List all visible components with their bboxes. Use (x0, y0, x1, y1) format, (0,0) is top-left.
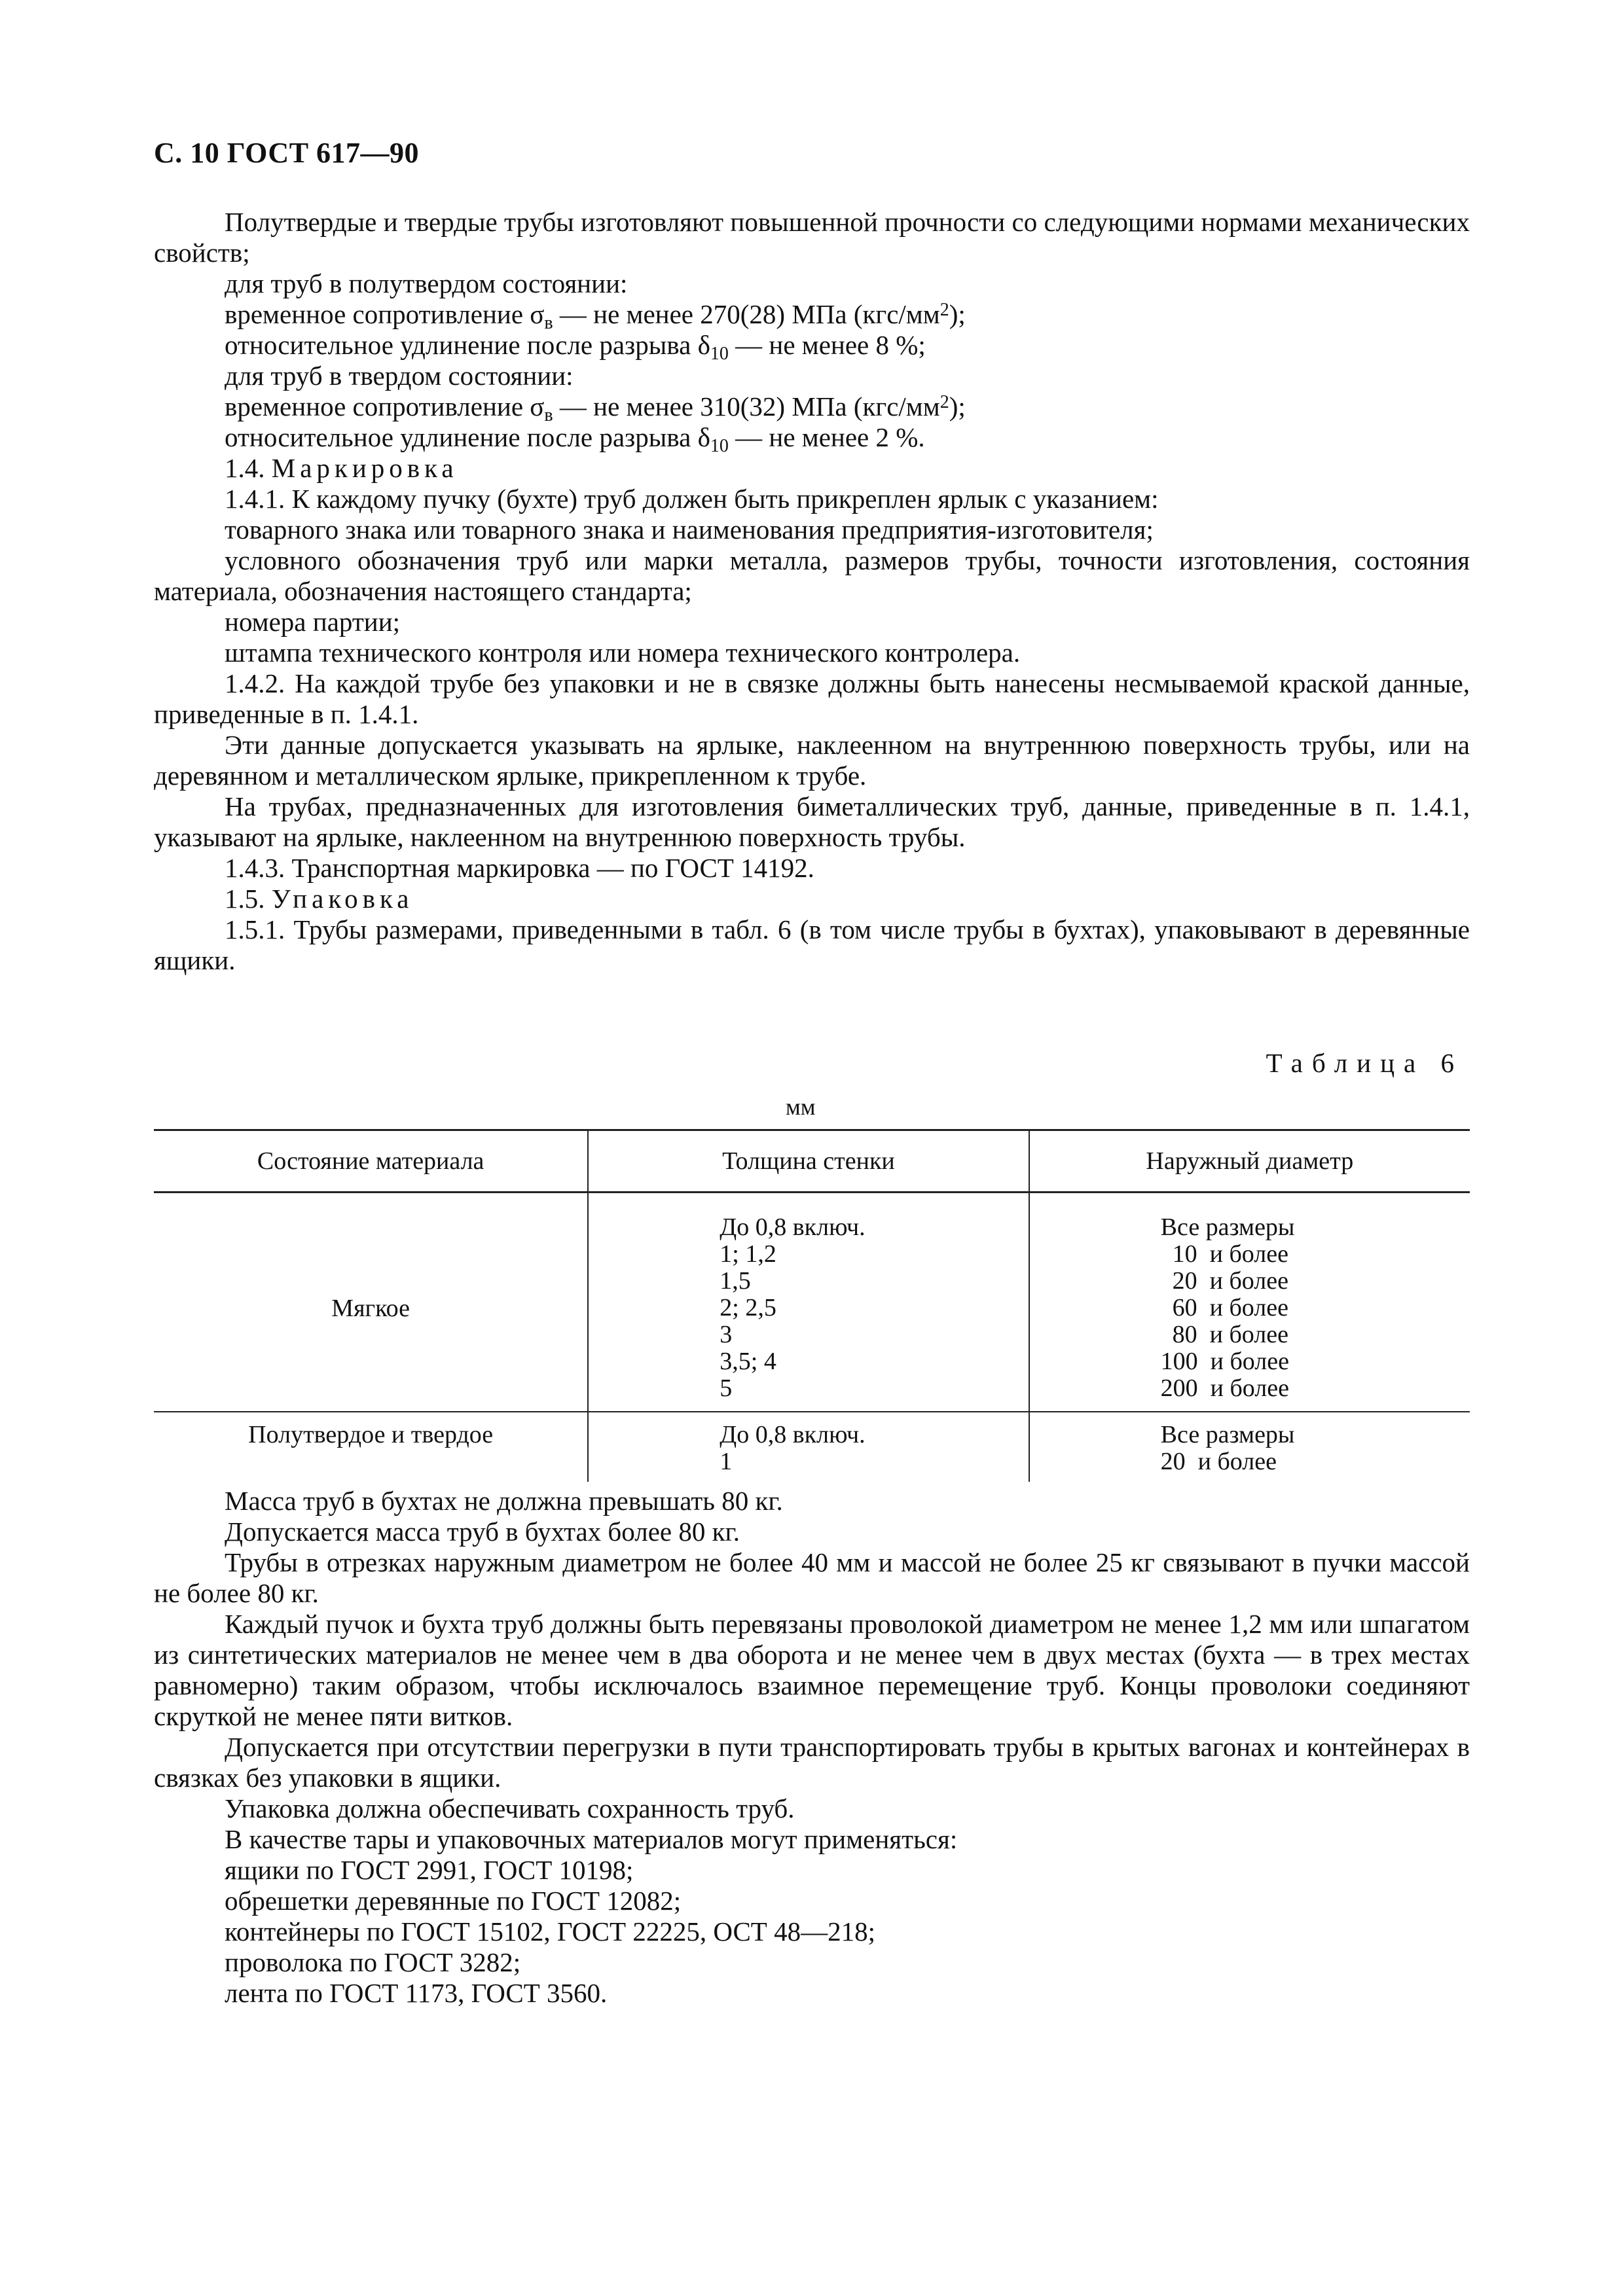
list-item: обрешетки деревянные по ГОСТ 12082; (225, 1886, 682, 1916)
text-run: — не менее 270(28) МПа (кгс/мм (553, 299, 940, 329)
diameter-value: 200 и более (1160, 1374, 1290, 1402)
text-run: — не менее 2 %. (728, 422, 925, 452)
text-run: относительное удлинение после разрыва δ (225, 422, 710, 452)
paragraph: для труб в твердом состоянии: (225, 361, 574, 391)
paragraph: Каждый пучок и бухта труб должны быть перевязаны проволокой диаметром не менее 1,2 мм или шпагатом из синтетических материалов не менее чем в два оборота и не менее чем в двух местах (бухта — в трех местах равномерно) таким образом, чтобы исключалось взаимное перемещение труб. Концы проволоки соединяют скруткой не менее пяти витков. (154, 1609, 1470, 1731)
paragraph: номера партии; (225, 607, 401, 637)
section-heading (154, 453, 1470, 484)
list-item: проволока по ГОСТ 3282; (225, 1947, 521, 1977)
diameter-value: 20 и более (1160, 1448, 1277, 1475)
state-cell (154, 1193, 588, 1412)
diameter-value: 80 и более (1172, 1321, 1289, 1348)
paragraph: На трубах, предназначенных для изготовления биметаллических труб, данные, приведенные в п. 1.4.1, указывают на ярлыке, наклеенном на внутреннюю поверхность трубы. (154, 791, 1470, 852)
subscript: в (544, 313, 553, 333)
text-run: ); (949, 391, 966, 422)
diameter-value: 100 и более (1160, 1348, 1290, 1375)
page-header: С. 10 ГОСТ 617—90 (154, 137, 420, 169)
diameter-value: Все размеры (1160, 1213, 1295, 1241)
text-run: временное сопротивление σ (225, 391, 545, 422)
paragraph: 1.5.1. Трубы размерами, приведенными в табл. 6 (в том числе трубы в бухтах), упаковывают в деревянные ящики. (154, 914, 1470, 975)
text-run: временное сопротивление σ (225, 299, 545, 329)
list-item: лента по ГОСТ 1173, ГОСТ 3560. (225, 1978, 608, 2008)
paragraph: условного обозначения труб или марки металла, размеров трубы, точности изготовления, состояния материала, обозначения настоящего стандарта; (154, 545, 1470, 606)
paragraph: товарного знака или товарного знака и наименования предприятия-изготовителя; (225, 514, 1154, 545)
list-item: ящики по ГОСТ 2991, ГОСТ 10198; (225, 1855, 634, 1885)
paragraph: 1.4.3. Транспортная маркировка — по ГОСТ 14192. (225, 853, 814, 883)
paragraph: 1.4.1. К каждому пучку (бухте) труб должен быть прикреплен ярлык с указанием: (225, 484, 1159, 514)
thickness-value: 3,5; 4 (720, 1348, 776, 1375)
table-units: мм (786, 1094, 816, 1120)
state-label: Мягкое (331, 1294, 410, 1322)
paragraph: Масса труб в бухтах не должна превышать 80 кг. (225, 1486, 783, 1516)
thickness-value: 2; 2,5 (720, 1294, 776, 1321)
text-run: — не менее 310(32) МПа (кгс/мм (553, 391, 940, 422)
thickness-value: 1 (720, 1448, 733, 1475)
diameter-value: 60 и более (1172, 1294, 1289, 1321)
thickness-cell (588, 1412, 1029, 1482)
section-number: 1.5. (225, 884, 272, 914)
text-run: — не менее 8 %; (728, 330, 926, 360)
subscript: в (544, 405, 553, 425)
column-header: Наружный диаметр (1029, 1130, 1470, 1193)
paragraph: Трубы в отрезках наружным диаметром не более 40 мм и массой не более 25 кг связывают в пучки массой не более 80 кг. (154, 1547, 1470, 1608)
thickness-value: 3 (720, 1321, 733, 1348)
superscript: 2 (939, 300, 949, 320)
diameter-value: 10 и более (1172, 1240, 1289, 1268)
formula-line (154, 422, 1470, 456)
thickness-value: 5 (720, 1374, 733, 1402)
section-number: 1.4. (225, 453, 272, 483)
formula-line (154, 299, 1470, 333)
text-run: относительное удлинение после разрыва δ (225, 330, 710, 360)
thickness-value: До 0,8 включ. (720, 1213, 866, 1241)
section-title: Маркировка (271, 453, 458, 483)
diameter-cell (1029, 1193, 1470, 1412)
thickness-value: До 0,8 включ. (720, 1421, 866, 1448)
thickness-cell (588, 1193, 1029, 1412)
paragraph: Упаковка должна обеспечивать сохранность труб. (225, 1793, 795, 1823)
list-item: контейнеры по ГОСТ 15102, ГОСТ 22225, ОСТ 48—218; (225, 1916, 875, 1946)
state-label: Полутвердое и твердое (248, 1421, 494, 1448)
paragraph: Полутвердые и твердые трубы изготовляют повышенной прочности со следующими нормами механических свойств; (154, 207, 1470, 268)
bottom-text-block (154, 1486, 1470, 2009)
section-title: Упаковка (271, 884, 414, 914)
section-heading (154, 884, 1470, 914)
paragraph: Эти данные допускается указывать на ярлыке, наклеенном на внутреннюю поверхность трубы, или на деревянном и металлическом ярлыке, прикрепленном к трубе. (154, 730, 1470, 791)
paragraph: Допускается масса труб в бухтах более 80 кг. (225, 1516, 740, 1547)
subscript: 10 (710, 436, 729, 456)
formula-line (154, 391, 1470, 425)
table-caption: Таблица 6 (1266, 1048, 1463, 1078)
paragraph: 1.4.2. На каждой трубе без упаковки и не в связке должны быть нанесены несмываемой краской данные, приведенные в п. 1.4.1. (154, 668, 1470, 729)
table-row (154, 1193, 1470, 1412)
table-6 (154, 1129, 1470, 1482)
paragraph: штампа технического контроля или номера технического контролера. (225, 637, 1021, 668)
table-row (154, 1412, 1470, 1482)
superscript: 2 (939, 392, 949, 412)
subscript: 10 (710, 344, 729, 364)
table-header-row (154, 1130, 1470, 1193)
top-text-block (154, 207, 1470, 976)
text-run: ); (949, 299, 966, 329)
diameter-cell (1029, 1412, 1470, 1482)
state-cell (154, 1412, 588, 1482)
formula-line (154, 330, 1470, 364)
paragraph: для труб в полутвердом состоянии: (225, 268, 628, 298)
diameter-value: Все размеры (1160, 1421, 1295, 1448)
thickness-value: 1; 1,2 (720, 1240, 776, 1268)
paragraph: В качестве тары и упаковочных материалов могут применяться: (225, 1824, 958, 1854)
column-header: Состояние материала (154, 1130, 588, 1193)
thickness-value: 1,5 (720, 1267, 751, 1295)
diameter-value: 20 и более (1172, 1267, 1289, 1295)
paragraph: Допускается при отсутствии перегрузки в пути транспортировать трубы в крытых вагонах и контейнерах в связках без упаковки в ящики. (154, 1732, 1470, 1793)
column-header: Толщина стенки (588, 1130, 1029, 1193)
